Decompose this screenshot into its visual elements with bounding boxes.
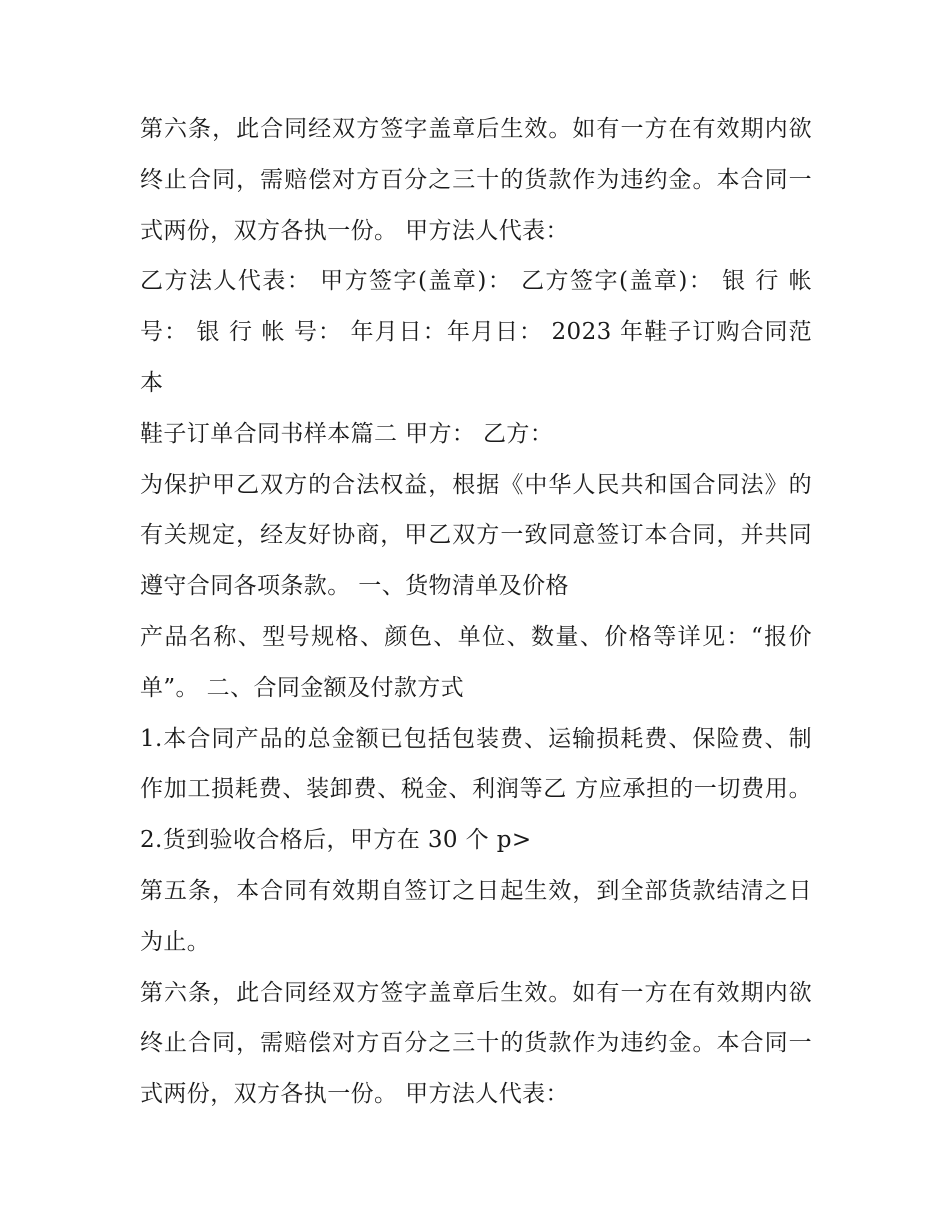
paragraph-preamble: 为保护甲乙双方的合法权益，根据《中华人民共和国合同法》的有关规定，经友好协商，甲乙双方一致同意签订本合同，并共同遵守合同各项条款。 一、货物清单及价格 — [140, 471, 812, 600]
paragraph-payment-terms: 1.本合同产品的总金额已包括包装费、运输损耗费、保险费、制作加工损耗费、装卸费、税金、利润等乙 方应承担的一切费用。 2.货到验收合格后，甲方在 30 个 p> — [140, 725, 812, 854]
document-body — [140, 104, 812, 1120]
paragraph-contract-heading: 鞋子订单合同书样本篇二 甲方： 乙方： — [140, 420, 554, 447]
paragraph-article-6-effect: 第六条，此合同经双方签字盖章后生效。如有一方在有效期内欲终止合同，需赔偿对方百分之三十的货款作为违约金。本合同一式两份，双方各执一份。 甲方法人代表： — [140, 116, 812, 244]
paragraph-product-details: 产品名称、型号规格、颜色、单位、数量、价格等详见：“报价单”。 二、合同金额及付款方式 — [140, 623, 812, 701]
paragraph-signature-block: 乙方法人代表： 甲方签字(盖章)： 乙方签字(盖章)： 银 行 帐 号： 银 行 帐 号： 年月日：年月日： 2023 年鞋子订购合同范本 — [140, 268, 812, 396]
paragraph-article-6-repeat: 第六条，此合同经双方签字盖章后生效。如有一方在有效期内欲终止合同，需赔偿对方百分之三十的货款作为违约金。本合同一式两份，双方各执一份。 甲方法人代表： — [140, 979, 812, 1108]
paragraph-article-5-validity: 第五条，本合同有效期自签订之日起生效，到全部货款结清之日为止。 — [140, 877, 812, 955]
